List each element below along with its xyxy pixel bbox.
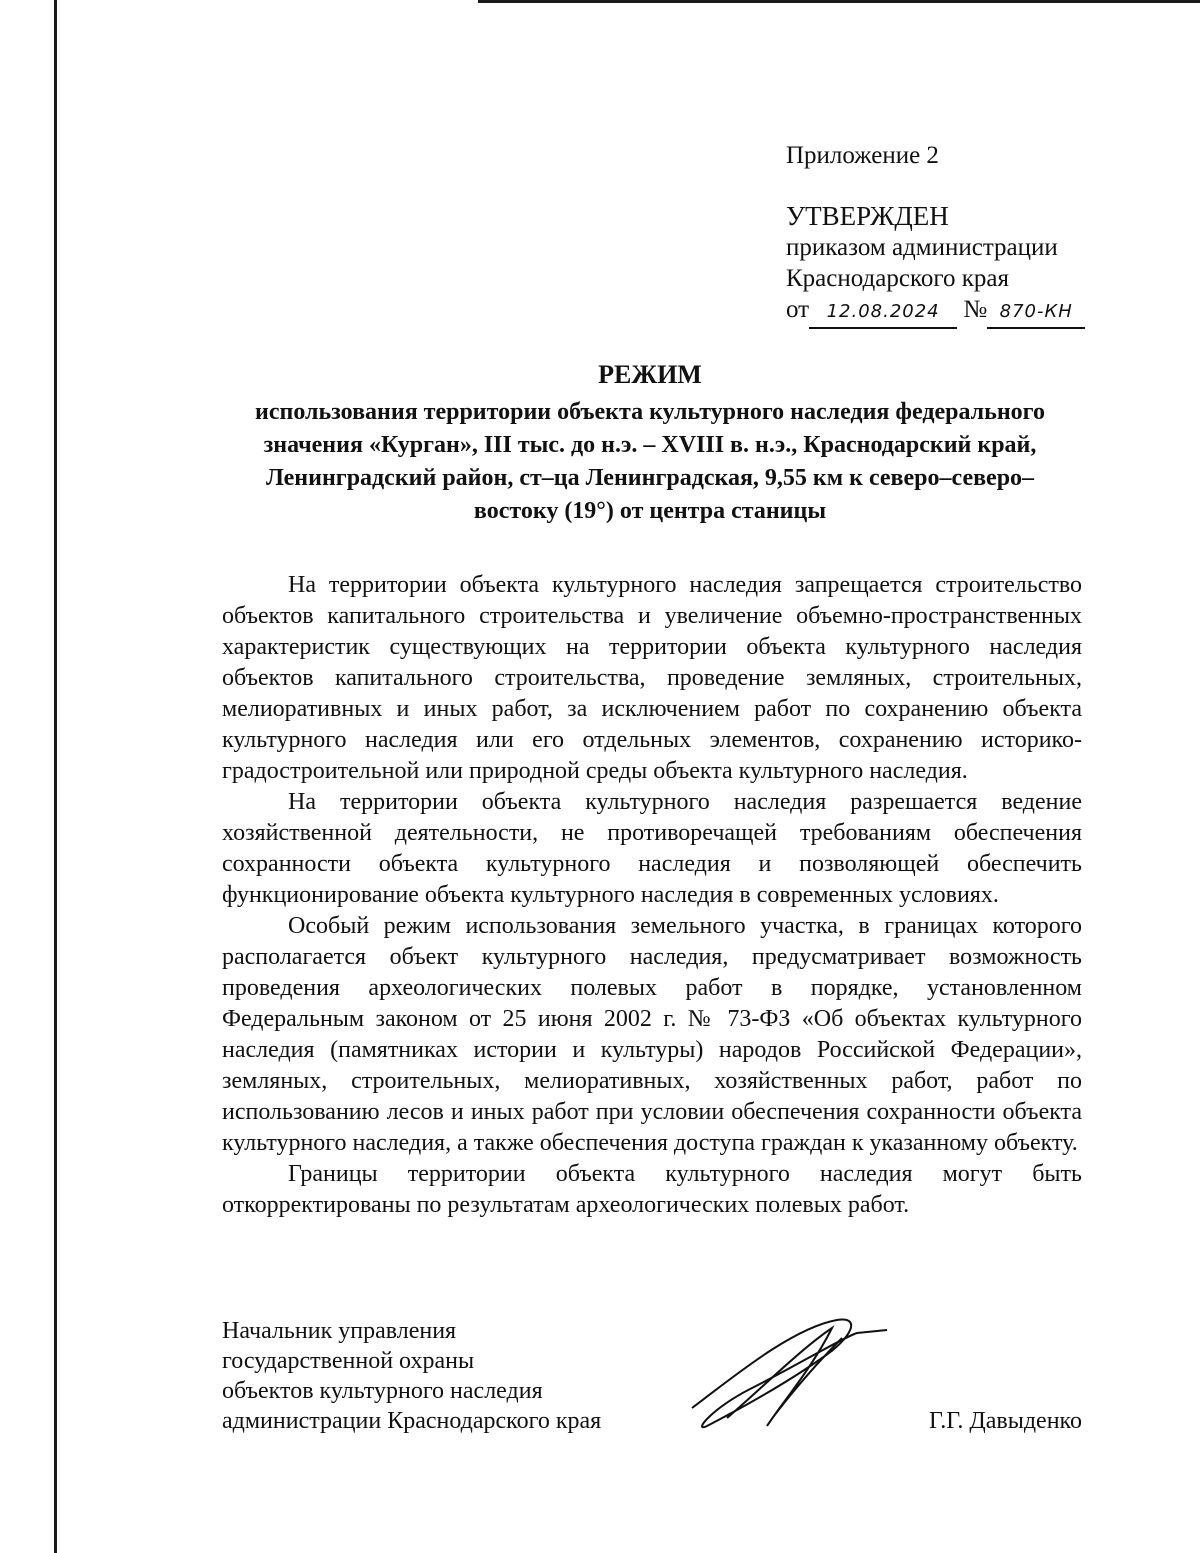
document-body — [222, 570, 1082, 1221]
document-heading — [205, 360, 1095, 528]
body-paragraph: На территории объекта культурного наследия запрещается строительство объектов капитального строительства и увеличение объемно-пространственных характеристик существующих на территории объекта культурного наследия объектов капитального строительства, проведение земляных, строительных, мелиоративных и иных работ, за исключением работ по сохранению объекта культурного наследия или его отдельных элементов, сохранению историко-градостроительной или природной среды объекта культурного наследия. — [222, 572, 1082, 784]
handwritten-date: 12.08.2024 — [809, 296, 957, 329]
document-title: РЕЖИМ — [598, 360, 702, 389]
body-paragraph: На территории объекта культурного наследия разрешается ведение хозяйственной деятельности, не противоречащей требованиям обеспечения сохранности объекта культурного наследия и позволяющей обеспечить функционирование объекта культурного наследия в современных условиях. — [222, 789, 1082, 908]
number-prefix: № — [963, 296, 988, 323]
position-line: объектов культурного наследия — [222, 1378, 543, 1404]
approval-line-1: приказом администрации — [786, 234, 1058, 261]
subtitle-line: востоку (19°) от центра станицы — [473, 498, 827, 524]
subtitle-line: использования территории объекта культурного наследия федерального — [255, 399, 1045, 425]
handwritten-number: 870-КН — [987, 296, 1085, 329]
position-line: государственной охраны — [222, 1348, 475, 1374]
scan-edge-left — [54, 0, 57, 1553]
position-line: Начальник управления — [222, 1318, 457, 1344]
signatory-name: Г.Г. Давыденко — [929, 1408, 1082, 1434]
handwritten-signature-icon — [672, 1308, 892, 1438]
subtitle-line: Ленинградский район, ст–ца Ленинградская, 9,55 км к северо–северо– — [265, 465, 1035, 491]
signature-block — [222, 1316, 1082, 1446]
position-line: администрации Краснодарского края — [222, 1408, 602, 1434]
order-reference — [786, 294, 1085, 329]
scan-edge-top — [478, 0, 1200, 3]
date-prefix: от — [786, 296, 810, 323]
signatory-position — [222, 1316, 601, 1436]
approval-block — [786, 140, 1085, 329]
appendix-label: Приложение 2 — [786, 142, 939, 169]
body-paragraph: Границы территории объекта культурного наследия могут быть откорректированы по результатам археологических полевых работ. — [222, 1161, 1082, 1218]
approval-line-2: Краснодарского края — [786, 265, 1009, 292]
body-paragraph: Особый режим использования земельного участка, в границах которого располагается объект культурного наследия, предусматривает возможность проведения археологических полевых работ в порядке, установленном Федеральным законом от 25 июня 2002 г. № 73-ФЗ «Об объектах культурного наследия (памятниках истории и культуры) народов Российской Федерации», земляных, строительных, мелиоративных, хозяйственных работ, работ по использованию лесов и иных работ при условии обеспечения сохранности объекта культурного наследия, а также обеспечения доступа граждан к указанному объекту. — [222, 913, 1082, 1156]
document-subtitle — [205, 396, 1095, 528]
subtitle-line: значения «Курган», III тыс. до н.э. – XVIII в. н.э., Краснодарский край, — [263, 432, 1037, 458]
approved-stamp-text: УТВЕРЖДЕН — [786, 201, 949, 231]
